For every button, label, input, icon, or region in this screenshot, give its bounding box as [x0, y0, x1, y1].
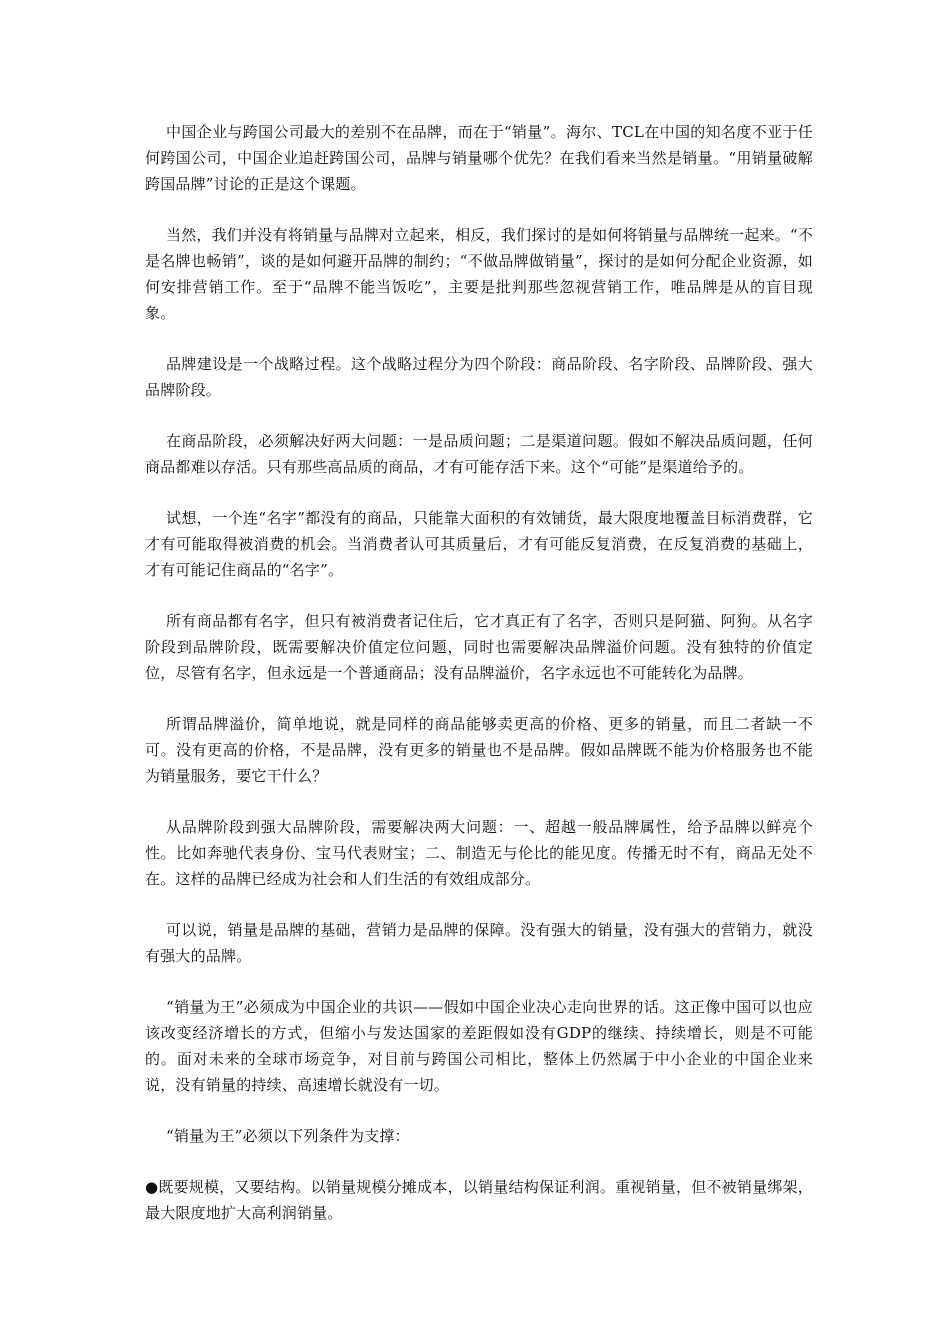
paragraph: 在商品阶段，必须解决好两大问题：一是品质问题；二是渠道问题。假如不解决品质问题，任何商品都难以存活。只有那些高品质的商品，才有可能存活下来。这个“可能”是渠道给予的。 [145, 432, 813, 476]
paragraph: 中国企业与跨国公司最大的差别不在品牌，而在于“销量”。海尔、TCL在中国的知名度不亚于任何跨国公司，中国企业追赶跨国公司，品牌与销量哪个优先？在我们看来当然是销量。“用销量破解跨国品牌”讨论的正是这个课题。 [145, 123, 813, 193]
paragraph: 可以说，销量是品牌的基础，营销力是品牌的保障。没有强大的销量，没有强大的营销力，就没有强大的品牌。 [145, 921, 813, 965]
paragraph: “销量为王”必须以下列条件为支撑： [166, 1127, 410, 1145]
document-body [145, 119, 813, 1251]
paragraph: 所有商品都有名字，但只有被消费者记住后，它才真正有了名字，否则只是阿猫、阿狗。从名字阶段到品牌阶段，既需要解决价值定位问题，同时也需要解决品牌溢价问题。没有独特的价值定位，尽管有名字，但永远是一个普通商品；没有品牌溢价，名字永远也不可能转化为品牌。 [145, 612, 813, 682]
paragraph: 所谓品牌溢价，简单地说，就是同样的商品能够卖更高的价格、更多的销量，而且二者缺一不可。没有更高的价格，不是品牌，没有更多的销量也不是品牌。假如品牌既不能为价格服务也不能为销量服务，要它干什么？ [145, 715, 813, 785]
bullet-paragraph: ●既要规模，又要结构。以销量规模分摊成本，以销量结构保证利润。重视销量，但不被销量绑架，最大限度地扩大高利润销量。 [145, 1178, 813, 1222]
paragraph: 品牌建设是一个战略过程。这个战略过程分为四个阶段：商品阶段、名字阶段、品牌阶段、强大品牌阶段。 [145, 355, 813, 399]
paragraph: 从品牌阶段到强大品牌阶段，需要解决两大问题：一、超越一般品牌属性，给予品牌以鲜亮个性。比如奔驰代表身份、宝马代表财宝；二、制造无与伦比的能见度。传播无时不有，商品无处不在。这样的品牌已经成为社会和人们生活的有效组成部分。 [145, 818, 813, 888]
paragraph: “销量为王”必须成为中国企业的共识——假如中国企业决心走向世界的话。这正像中国可以也应该改变经济增长的方式，但缩小与发达国家的差距假如没有GDP的继续、持续增长，则是不可能的。面对未来的全球市场竞争，对目前与跨国公司相比，整体上仍然属于中小企业的中国企业来说，没有销量的持续、高速增长就没有一切。 [145, 998, 813, 1094]
paragraph: 当然，我们并没有将销量与品牌对立起来，相反，我们探讨的是如何将销量与品牌统一起来。“不是名牌也畅销”，谈的是如何避开品牌的制约；“不做品牌做销量”，探讨的是如何分配企业资源，如何安排营销工作。至于“品牌不能当饭吃”，主要是批判那些忽视营销工作，唯品牌是从的盲目现象。 [145, 226, 813, 322]
paragraph: 试想，一个连“名字”都没有的商品，只能靠大面积的有效铺货，最大限度地覆盖目标消费群，它才有可能取得被消费的机会。当消费者认可其质量后，才有可能反复消费，在反复消费的基础上，才有可能记住商品的“名字”。 [145, 509, 813, 579]
